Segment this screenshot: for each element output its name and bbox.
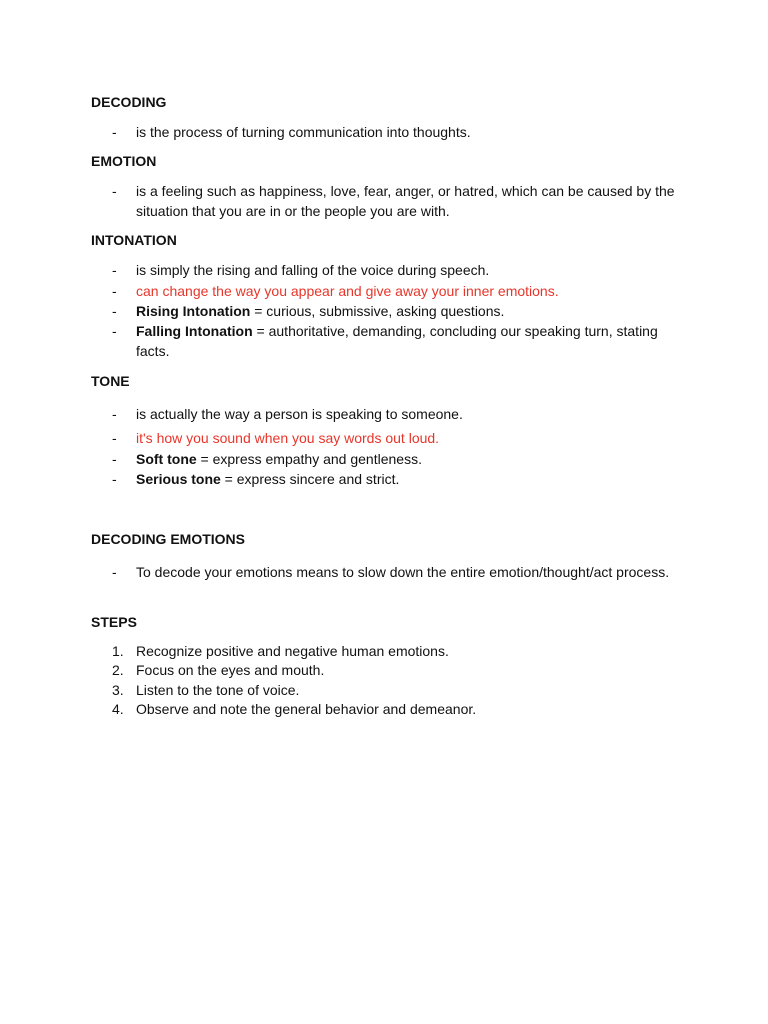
item-text: Focus on the eyes and mouth. — [136, 662, 325, 678]
list-number: 3. — [112, 682, 124, 698]
item-term: Soft tone — [136, 451, 197, 467]
item-text: = authoritative, demanding, concluding our speaking turn, stating facts. — [136, 323, 658, 359]
numbered-item — [112, 641, 712, 661]
list-item — [112, 469, 712, 489]
list-item — [112, 562, 672, 582]
heading-tone: TONE — [91, 373, 130, 389]
bullet-dash: - — [112, 406, 117, 422]
bullet-dash: - — [112, 283, 117, 299]
item-text: is the process of turning communication into thoughts. — [136, 124, 471, 140]
item-text: is simply the rising and falling of the voice during speech. — [136, 262, 490, 278]
list-item — [112, 428, 712, 448]
numbered-item — [112, 680, 712, 700]
item-text-highlight: it's how you sound when you say words out loud. — [136, 430, 440, 446]
list-item — [112, 404, 712, 424]
heading-emotion: EMOTION — [91, 153, 157, 169]
bullet-dash: - — [112, 471, 117, 487]
numbered-item — [112, 699, 712, 719]
item-text: = express empathy and gentleness. — [196, 451, 422, 467]
item-term: Serious tone — [136, 471, 221, 487]
bullet-dash: - — [112, 124, 117, 140]
item-text: Recognize positive and negative human emotions. — [136, 643, 449, 659]
item-term: Falling Intonation — [136, 323, 253, 339]
list-number: 2. — [112, 662, 124, 678]
item-text: = curious, submissive, asking questions. — [250, 303, 505, 319]
item-text: To decode your emotions means to slow down the entire emotion/thought/act process. — [136, 564, 670, 580]
item-term: Rising Intonation — [136, 303, 251, 319]
item-text: Listen to the tone of voice. — [136, 682, 300, 698]
item-definition — [136, 469, 712, 489]
list-item — [112, 321, 672, 361]
item-text: Observe and note the general behavior and demeanor. — [136, 701, 477, 717]
bullet-dash: - — [112, 430, 117, 446]
heading-decoding: DECODING — [91, 94, 167, 110]
list-item — [112, 122, 712, 142]
item-definition — [136, 449, 712, 469]
bullet-dash: - — [112, 262, 117, 278]
item-text: = express sincere and strict. — [220, 471, 400, 487]
list-item — [112, 181, 692, 221]
heading-intonation: INTONATION — [91, 232, 177, 248]
list-number: 4. — [112, 701, 124, 717]
item-text: is actually the way a person is speaking to someone. — [136, 406, 463, 422]
item-text: is a feeling such as happiness, love, fear, anger, or hatred, which can be caused by the situation that you are in or the people you are with. — [136, 183, 675, 219]
bullet-dash: - — [112, 451, 117, 467]
item-text-highlight: can change the way you appear and give away your inner emotions. — [136, 283, 559, 299]
list-item — [112, 260, 712, 280]
list-number: 1. — [112, 643, 124, 659]
bullet-dash: - — [112, 183, 117, 199]
numbered-item — [112, 660, 712, 680]
list-item — [112, 281, 712, 301]
bullet-dash: - — [112, 303, 117, 319]
heading-decoding-emotions: DECODING EMOTIONS — [91, 531, 246, 547]
bullet-dash: - — [112, 323, 117, 339]
item-definition — [136, 321, 672, 361]
bullet-dash: - — [112, 564, 117, 580]
list-item — [112, 449, 712, 469]
item-definition — [136, 301, 712, 321]
heading-steps: STEPS — [91, 614, 137, 630]
list-item — [112, 301, 712, 321]
